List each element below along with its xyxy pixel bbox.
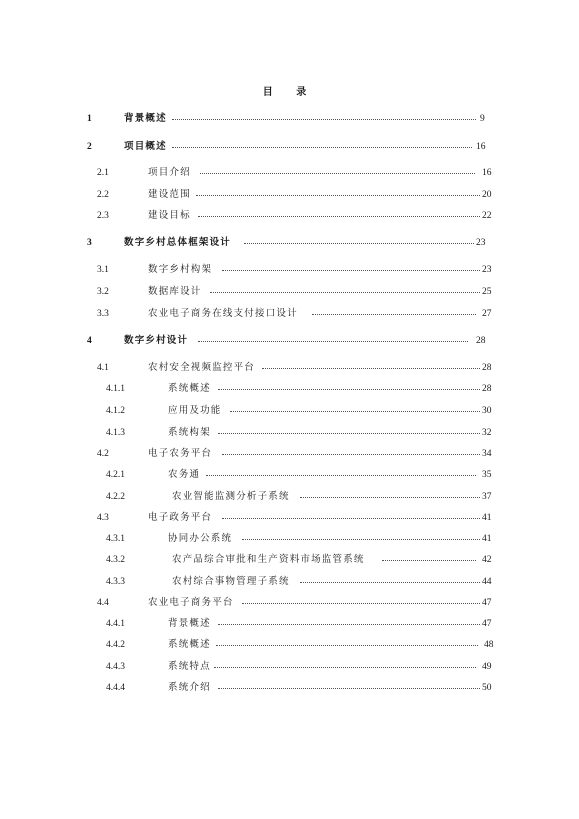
toc-entry-leader xyxy=(222,518,480,519)
toc-entry-leader xyxy=(382,560,476,561)
toc-entry-number: 4.1 xyxy=(97,363,109,373)
toc-entry-page: 22 xyxy=(482,211,492,221)
toc-entry-leader xyxy=(210,292,480,293)
toc-entry-title: 电子政务平台 xyxy=(148,512,213,523)
toc-entry-leader xyxy=(242,603,480,604)
toc-entry-leader xyxy=(216,645,478,646)
toc-entry-number: 1 xyxy=(87,114,92,124)
toc-entry-page: 16 xyxy=(476,142,486,152)
toc-entry-title: 农业智能监测分析子系统 xyxy=(172,491,290,502)
toc-entry-leader xyxy=(300,497,480,498)
toc-entry-leader xyxy=(198,341,468,342)
toc-entry-page: 47 xyxy=(482,598,492,608)
toc-entry[interactable] xyxy=(0,263,579,277)
toc-entry-title: 建设目标 xyxy=(148,210,191,221)
toc-entry[interactable] xyxy=(0,681,579,695)
toc-entry-leader xyxy=(218,389,480,390)
toc-entry[interactable] xyxy=(0,361,579,375)
toc-entry-number: 2.1 xyxy=(97,168,109,178)
toc-entry-page: 50 xyxy=(482,683,492,693)
toc-entry-number: 4.2.1 xyxy=(106,470,125,480)
toc-entry-title: 数字乡村总体框架设计 xyxy=(124,237,232,248)
toc-entry-leader xyxy=(206,475,476,476)
toc-entry-leader xyxy=(242,539,480,540)
toc-entry[interactable] xyxy=(0,532,579,546)
toc-entry-number: 4.1.2 xyxy=(106,406,125,416)
toc-entry-number: 4.4.1 xyxy=(106,619,125,629)
toc-entry-page: 37 xyxy=(482,492,492,502)
toc-entry-leader xyxy=(172,119,476,120)
toc-entry-leader xyxy=(218,688,480,689)
toc-entry-page: 42 xyxy=(482,555,492,565)
toc-entry-leader xyxy=(262,368,480,369)
toc-entry-page: 41 xyxy=(482,513,492,523)
toc-entry-page: 20 xyxy=(482,190,492,200)
toc-entry[interactable] xyxy=(0,553,579,567)
toc-entry-leader xyxy=(222,454,480,455)
toc-entry-page: 23 xyxy=(482,265,492,275)
toc-entry[interactable] xyxy=(0,596,579,610)
toc-entry-title: 系统介绍 xyxy=(168,682,211,693)
toc-entry[interactable] xyxy=(0,166,579,180)
toc-entry-number: 3.1 xyxy=(97,265,109,275)
toc-entry[interactable] xyxy=(0,511,579,525)
toc-entry-page: 49 xyxy=(482,662,492,672)
toc-entry-title: 农产品综合审批和生产资料市场监管系统 xyxy=(172,554,365,565)
toc-entry[interactable] xyxy=(0,285,579,299)
toc-entry[interactable] xyxy=(0,617,579,631)
toc-entry-title: 系统概述 xyxy=(168,383,211,394)
toc-entry-leader xyxy=(172,147,472,148)
toc-entry-page: 27 xyxy=(482,309,492,319)
toc-entry[interactable] xyxy=(0,307,579,321)
toc-entry[interactable] xyxy=(0,404,579,418)
toc-entry[interactable] xyxy=(0,334,579,348)
toc-entry[interactable] xyxy=(0,575,579,589)
toc-entry-leader xyxy=(312,314,476,315)
toc-title: 目 录 xyxy=(262,87,317,98)
toc-entry-page: 41 xyxy=(482,534,492,544)
toc-entry-title: 电子农务平台 xyxy=(148,448,213,459)
toc-entry-title: 背景概述 xyxy=(124,113,167,124)
toc-entry-leader xyxy=(200,173,475,174)
toc-entry-leader xyxy=(198,216,480,217)
toc-entry-number: 4.1.3 xyxy=(106,428,125,438)
toc-entry-number: 4.3 xyxy=(97,513,109,523)
toc-entry-leader xyxy=(218,624,480,625)
toc-entry-page: 28 xyxy=(476,336,486,346)
toc-entry[interactable] xyxy=(0,382,579,396)
toc-entry[interactable] xyxy=(0,426,579,440)
toc-entry[interactable] xyxy=(0,188,579,202)
toc-entry-page: 9 xyxy=(480,114,485,124)
toc-entry-number: 4.4 xyxy=(97,598,109,608)
toc-entry-number: 4.2.2 xyxy=(106,492,125,502)
toc-entry-title: 农村安全视频监控平台 xyxy=(148,362,256,373)
toc-entry-number: 3 xyxy=(87,238,92,248)
toc-entry-page: 23 xyxy=(476,238,486,248)
toc-entry[interactable] xyxy=(0,140,579,154)
toc-entry-title: 农村综合事物管理子系统 xyxy=(172,576,290,587)
toc-entry-number: 4.2 xyxy=(97,449,109,459)
toc-entry-title: 建设范围 xyxy=(148,189,191,200)
toc-entry-leader xyxy=(196,195,480,196)
toc-entry[interactable] xyxy=(0,638,579,652)
toc-entry-title: 系统特点 xyxy=(168,661,211,672)
toc-entry-number: 2 xyxy=(87,142,92,152)
toc-entry-title: 农业电子商务平台 xyxy=(148,597,234,608)
toc-entry-number: 4 xyxy=(87,336,92,346)
toc-entry-number: 4.1.1 xyxy=(106,384,125,394)
toc-entry[interactable] xyxy=(0,209,579,223)
toc-entry-page: 25 xyxy=(482,287,492,297)
toc-entry-leader xyxy=(222,270,480,271)
toc-entry-leader xyxy=(230,411,480,412)
toc-entry[interactable] xyxy=(0,490,579,504)
toc-entry-leader xyxy=(244,243,474,244)
toc-entry[interactable] xyxy=(0,236,579,250)
toc-entry-number: 4.4.4 xyxy=(106,683,125,693)
toc-entry-title: 数字乡村设计 xyxy=(124,335,189,346)
toc-entry-leader xyxy=(218,433,480,434)
toc-entry-page: 47 xyxy=(482,619,492,629)
toc-entry-number: 4.3.1 xyxy=(106,534,125,544)
toc-entry-title: 项目概述 xyxy=(124,141,167,152)
toc-entry-page: 44 xyxy=(482,577,492,587)
toc-entry-title: 农务通 xyxy=(168,469,201,480)
toc-entry-page: 30 xyxy=(482,406,492,416)
toc-entry[interactable] xyxy=(0,112,579,126)
toc-entry-number: 3.3 xyxy=(97,309,109,319)
toc-entry-page: 34 xyxy=(482,449,492,459)
toc-entry-leader xyxy=(214,667,476,668)
toc-entry-page: 16 xyxy=(482,168,492,178)
toc-entry-title: 系统构架 xyxy=(168,427,211,438)
toc-entry-page: 28 xyxy=(482,363,492,373)
toc-entry-page: 28 xyxy=(482,384,492,394)
toc-entry-page: 35 xyxy=(482,470,492,480)
toc-entry-title: 协同办公系统 xyxy=(168,533,233,544)
toc-entry-number: 4.3.2 xyxy=(106,555,125,565)
toc-entry-leader xyxy=(300,582,480,583)
toc-entry-title: 数据库设计 xyxy=(148,286,202,297)
toc-entry[interactable] xyxy=(0,447,579,461)
toc-entry-title: 项目介绍 xyxy=(148,167,191,178)
toc-entry-number: 2.2 xyxy=(97,190,109,200)
toc-entry-number: 3.2 xyxy=(97,287,109,297)
toc-entry-title: 系统概述 xyxy=(168,639,211,650)
toc-entry[interactable] xyxy=(0,468,579,482)
toc-entry-page: 32 xyxy=(482,428,492,438)
toc-entry-title: 背景概述 xyxy=(168,618,211,629)
toc-entry[interactable] xyxy=(0,660,579,674)
toc-entry-number: 4.4.2 xyxy=(106,640,125,650)
toc-entry-number: 4.3.3 xyxy=(106,577,125,587)
toc-entry-number: 2.3 xyxy=(97,211,109,221)
toc-entry-title: 数字乡村构架 xyxy=(148,264,213,275)
toc-entry-title: 农业电子商务在线支付接口设计 xyxy=(148,308,298,319)
toc-entry-title: 应用及功能 xyxy=(168,405,222,416)
toc-entry-page: 48 xyxy=(484,640,494,650)
toc-entry-number: 4.4.3 xyxy=(106,662,125,672)
